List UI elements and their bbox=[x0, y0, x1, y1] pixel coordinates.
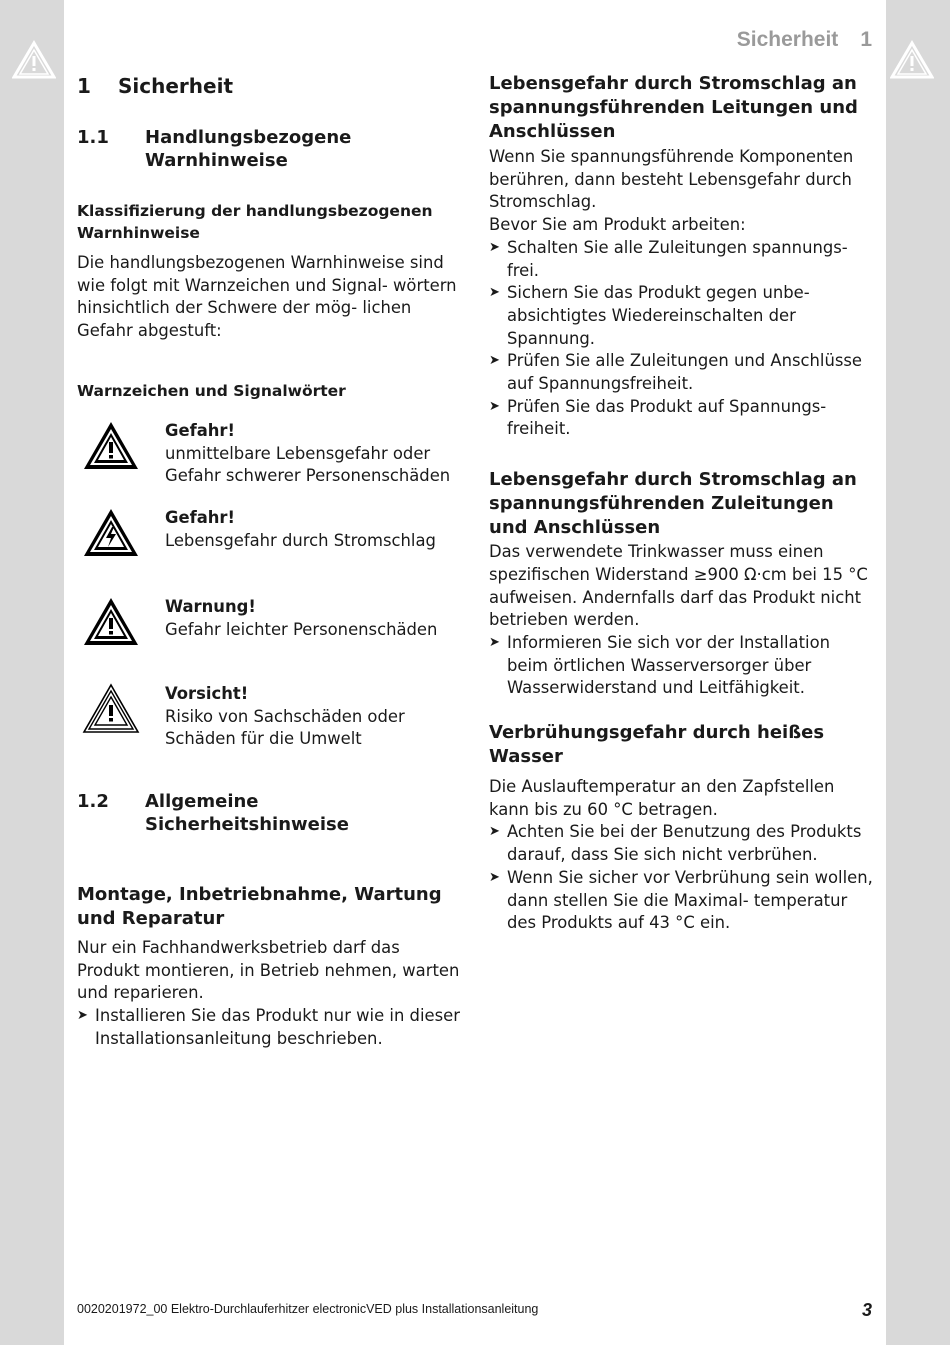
page-number: 3 bbox=[861, 1300, 872, 1320]
section-number: 1.2 bbox=[77, 791, 109, 813]
warning-description-line2: Schäden für die Umwelt bbox=[165, 729, 362, 749]
scalding-text: Die Auslauftemperatur an den Zapfstellen kann bis zu 60 °C betragen. bbox=[489, 777, 835, 819]
section-1-2-heading bbox=[77, 790, 467, 836]
electric-shock-leitungen-heading: Lebensgefahr durch Stromschlag an spannungsführenden Leitungen und Anschlüssen bbox=[489, 73, 858, 142]
warning-entry-warning bbox=[77, 596, 467, 652]
section-number: 1.1 bbox=[77, 127, 109, 148]
footer-doc-info: 0020201972_00 Elektro-Durchlauferhitzer electronicVED plus Installationsanleitung bbox=[77, 1302, 539, 1316]
scalding-steps bbox=[489, 821, 874, 935]
warning-triangle-icon bbox=[82, 596, 140, 648]
classification-heading: Klassifizierung der handlungsbezogenen Warnhinweise bbox=[77, 202, 433, 242]
scalding-heading: Verbrühungsgefahr durch heißes Wasser bbox=[489, 722, 825, 768]
warning-signal-word: Warnung! bbox=[165, 596, 256, 616]
warning-entry-electric bbox=[77, 507, 467, 563]
warning-description-line1: Gefahr leichter Personenschäden bbox=[165, 619, 438, 639]
electric-shock-steps bbox=[489, 237, 874, 441]
list-item: ➤ Informieren Sie sich vor der Installation beim örtlichen Wasserversorger über Wasserwiderstand und Leitfähigkeit. bbox=[489, 632, 830, 698]
warning-signal-word: Gefahr! bbox=[165, 420, 235, 440]
header-section-title: Sicherheit bbox=[736, 28, 839, 51]
warning-triangle-icon bbox=[12, 40, 56, 80]
list-item: ➤ Sichern Sie das Produkt gegen unbe- absichtigtes Wiedereinschalten der Spannung. bbox=[489, 283, 810, 348]
chapter-title: Sicherheit bbox=[118, 74, 233, 98]
water-resistance-text: Das verwendete Trinkwasser muss einen spezifischen Widerstand ≥900 Ω·cm bei 15 °C aufweisen. Andernfalls darf das Produkt nicht betrieben werden. bbox=[489, 542, 868, 630]
section-title: Allgemeine Sicherheitshinweise bbox=[145, 791, 349, 836]
warning-signal-word: Vorsicht! bbox=[165, 683, 249, 703]
right-column bbox=[489, 72, 874, 935]
header-section-number: 1 bbox=[860, 28, 872, 51]
warning-entry-caution bbox=[77, 683, 467, 751]
warning-triangle-icon bbox=[890, 40, 934, 80]
electric-shock-zuleitungen-heading: Lebensgefahr durch Stromschlag an spannungsführenden Zuleitungen und Anschlüssen bbox=[489, 469, 857, 539]
before-work-text: Bevor Sie am Produkt arbeiten: bbox=[489, 215, 746, 235]
chapter-heading bbox=[77, 74, 467, 98]
caution-triangle-icon bbox=[82, 683, 140, 735]
section-title-line1: Handlungsbezogene bbox=[145, 127, 352, 148]
section-1-1-heading bbox=[77, 126, 467, 172]
electric-shock-text: Wenn Sie spannungsführende Komponenten berühren, dann besteht Lebensgefahr durch Stromschlag. bbox=[489, 147, 854, 212]
list-item: ➤ Achten Sie bei der Benutzung des Produkts darauf, dass Sie sich nicht verbrühen. bbox=[489, 822, 862, 865]
electric-shock-triangle-icon bbox=[82, 507, 140, 559]
warning-description-line1: Risiko von Sachschäden oder bbox=[165, 706, 405, 726]
warning-description-line1: Lebensgefahr durch Stromschlag bbox=[165, 530, 436, 550]
running-header bbox=[737, 28, 872, 52]
water-resistance-steps bbox=[489, 632, 874, 700]
warning-description-line1: unmittelbare Lebensgefahr oder bbox=[165, 443, 431, 463]
chapter-number: 1 bbox=[77, 74, 91, 98]
montage-steps bbox=[77, 1005, 467, 1050]
list-item: ➤ Prüfen Sie alle Zuleitungen und Anschlüsse auf Spannungsfreiheit. bbox=[489, 351, 863, 394]
section-title-line2: Warnhinweise bbox=[145, 150, 288, 171]
list-item: ➤ Wenn Sie sicher vor Verbrühung sein wollen, dann stellen Sie die Maximal- temperatur des Produkts auf 43 °C ein. bbox=[489, 867, 873, 933]
warning-signal-word: Gefahr! bbox=[165, 507, 235, 527]
danger-triangle-icon bbox=[82, 420, 140, 472]
list-item: ➤ Installieren Sie das Produkt nur wie in dieser Installationsanleitung beschrieben. bbox=[77, 1006, 460, 1048]
list-item: ➤ Prüfen Sie das Produkt auf Spannungs- freiheit. bbox=[489, 396, 827, 439]
warning-description-line2: Gefahr schwerer Personenschäden bbox=[165, 466, 451, 486]
warning-entry-danger bbox=[77, 420, 467, 488]
montage-heading: Montage, Inbetriebnahme, Wartung und Reparatur bbox=[77, 884, 442, 930]
montage-text: Nur ein Fachhandwerksbetrieb darf das Produkt montieren, in Betrieb nehmen, warten und reparieren. bbox=[77, 938, 460, 1003]
classification-text: Die handlungsbezogenen Warnhinweise sind wie folgt mit Warnzeichen und Signal- wörtern hinsichtlich der Schwere der mög- lichen Gefahr abgestuft: bbox=[77, 253, 457, 341]
signals-heading: Warnzeichen und Signalwörter bbox=[77, 381, 346, 400]
left-column bbox=[77, 72, 467, 1051]
list-item: ➤ Schalten Sie alle Zuleitungen spannungs- frei. bbox=[489, 237, 848, 280]
